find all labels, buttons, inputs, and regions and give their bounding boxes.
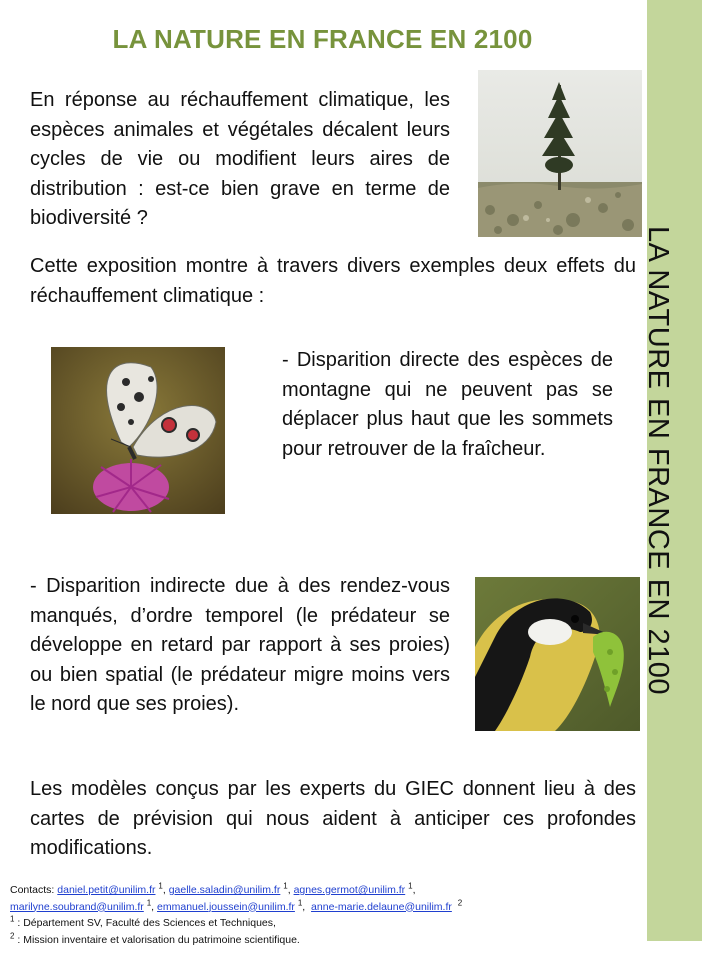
exhibition-paragraph: Cette exposition montre à travers divers exemples deux effets du réchauffement climatique : <box>30 255 636 307</box>
footnote-ref: 1 <box>408 881 413 891</box>
direct-effect-paragraph: - Disparition directe des espèces de montagne qui ne peuvent pas se déplacer plus haut que les sommets pour retrouver de la fraîcheur. <box>282 349 613 460</box>
email-link[interactable]: daniel.petit@unilim.fr <box>57 884 156 896</box>
footnote-ref: 1 <box>297 898 303 907</box>
email-link[interactable]: emmanuel.joussein@unilim.fr <box>157 900 295 913</box>
page-title: LA NATURE EN FRANCE EN 2100 <box>112 24 533 54</box>
footnote-text: : Département SV, Faculté des Sciences et Techniques, <box>14 917 276 929</box>
footnote-2 <box>10 932 630 949</box>
contacts-line-1: Contacts: daniel.petit@unilim.fr $^1$, gaelle.saladin@unilim.fr $^1$, agnes.germot@unilim.fr $^1$, <box>10 881 416 896</box>
footnote-number: 2 <box>10 931 15 940</box>
tree-photo <box>478 70 642 237</box>
footnote-ref: 1 <box>158 881 163 891</box>
models-paragraph: Les modèles conçus par les experts du GIEC donnent lieu à des cartes de prévision qui nous aident à anticiper ces profondes modifications. <box>30 778 636 859</box>
email-link[interactable]: anne-marie.delaune@unilim.fr <box>311 900 452 913</box>
contacts-line-2: marilyne.soubrand@unilim.fr $^1$, emmanuel.joussein@unilim.fr $^1$, anne-marie.delaune@unilim.fr $^2$ <box>10 898 463 913</box>
sidebar-title: LA NATURE EN FRANCE EN 2100 <box>642 226 674 696</box>
indirect-effect-paragraph: - Disparition indirecte due à des rendez-vous manqués, d’ordre temporel (le prédateur se développe en retard par rapport à ses proies) ou bien spatial (le prédateur migre moins vers le nord que ses proies). <box>30 575 450 715</box>
email-link[interactable]: agnes.germot@unilim.fr <box>293 884 406 896</box>
footnote-number: 1 <box>10 914 15 924</box>
bird-photo <box>475 577 640 731</box>
footnote-ref: 2 <box>457 898 463 907</box>
footnote-1 <box>10 915 630 932</box>
footnote-ref: 1 <box>283 881 288 891</box>
contacts-block <box>10 882 630 948</box>
butterfly-photo <box>51 347 225 514</box>
email-link[interactable]: marilyne.soubrand@unilim.fr <box>10 900 144 913</box>
footnote-text: : Mission inventaire et valorisation du patrimoine scientifique. <box>14 933 300 946</box>
intro-paragraph: En réponse au réchauffement climatique, les espèces animales et végétales décalent leurs cycles de vie ou modifient leurs aires de distribution : est-ce bien grave en terme de biodiversité ? <box>30 89 450 229</box>
footnote-ref: 1 <box>146 898 152 907</box>
contacts-label: Contacts: <box>10 884 55 896</box>
email-link[interactable]: gaelle.saladin@unilim.fr <box>168 884 281 896</box>
